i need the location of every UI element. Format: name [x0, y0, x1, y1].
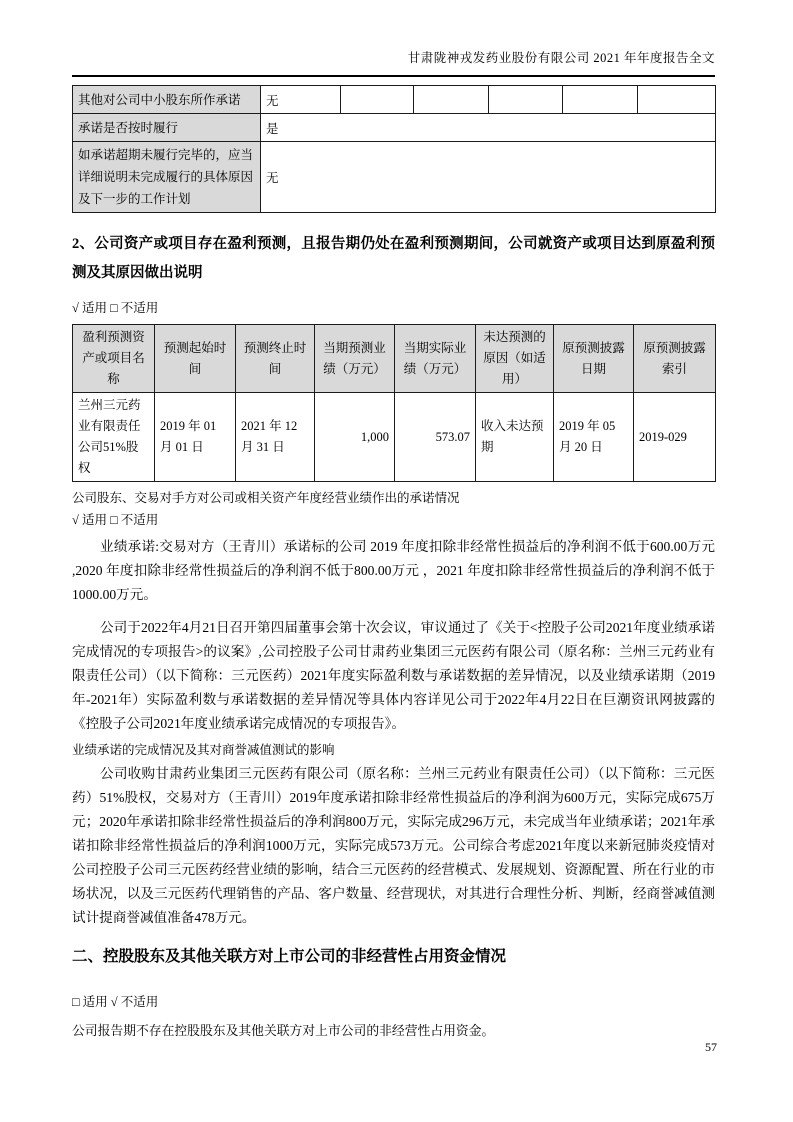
table-row — [73, 393, 716, 482]
cell-asset: 兰州三元药业有限责任公司51%股权 — [73, 393, 155, 482]
applicable-checkbox-line: √ 适用 □ 不适用 — [72, 513, 159, 527]
section-two-note: 公司报告期不存在控股股东及其他关联方对上市公司的非经营性占用资金。 — [72, 1024, 495, 1038]
page-header-title: 甘肃陇神戎发药业股份有限公司 2021 年年度报告全文 — [72, 0, 715, 77]
col-header-end: 预测终止时间 — [236, 325, 315, 393]
goodwill-impact-label: 业绩承诺的完成情况及其对商誉减值测试的影响 — [72, 743, 335, 757]
table-row — [73, 142, 716, 213]
col-header-actual: 当期实际业绩（万元） — [395, 325, 476, 393]
board-meeting-paragraph: 公司于2022年4月21日召开第四届董事会第十次会议，审议通过了《关于<控股子公司2021年度业绩承诺完成情况的专项报告>的议案》,公司控股子公司甘肃药业集团三元医药有限公司（原名称：兰州三元药业有限责任公司）（以下简称：三元医药）2021年度实际盈利数与承诺数据的差异情况，以及业绩承诺期（2019年-2021年）实际盈利数与承诺数据的差异情况等具体内容详见公司于2022年4月22日在巨潮资讯网披露的《控股子公司2021年度业绩承诺完成情况的专项报告》。 — [72, 620, 715, 731]
cell-actual-value: 573.07 — [395, 393, 476, 482]
col-header-disclosure-date: 原预测披露日期 — [554, 325, 634, 393]
section-two-heading: 二、控股股东及其他关联方对上市公司的非经营性占用资金情况 — [72, 948, 507, 965]
table-row — [73, 114, 716, 142]
commitment-table — [72, 85, 716, 213]
cell-end-date: 2021 年 12 月 31 日 — [236, 393, 315, 482]
section-2-heading: 2、公司资产或项目存在盈利预测，且报告期仍处在盈利预测期间，公司就资产或项目达到原盈利预测及其原因做出说明 — [72, 236, 715, 281]
empty-cell — [563, 86, 638, 114]
table-row — [73, 86, 716, 114]
commitment-status-label: 公司股东、交易对手方对公司或相关资产年度经营业绩作出的承诺情况 — [72, 491, 460, 505]
page-number: 57 — [705, 1040, 717, 1054]
commitment-row2-value: 是 — [261, 114, 716, 142]
empty-cell — [638, 86, 716, 114]
commitment-row1-value: 无 — [261, 86, 341, 114]
empty-cell — [341, 86, 414, 114]
cell-disclosure-date: 2019 年 05 月 20 日 — [554, 393, 634, 482]
table-header-row — [73, 325, 716, 393]
cell-disclosure-index: 2019-029 — [634, 393, 716, 482]
commitment-row1-label: 其他对公司中小股东所作承诺 — [73, 86, 261, 114]
commitment-row2-label: 承诺是否按时履行 — [73, 114, 261, 142]
performance-commitment-paragraph: 业绩承诺:交易对方（王青川）承诺标的公司 2019 年度扣除非经常性损益后的净利润不低于600.00万元 ,2020 年度扣除非经常性损益后的净利润不低于800.00万元 ，2021 年度扣除非经常性损益后的净利润不低于1000.00万元。 — [72, 539, 715, 602]
col-header-start: 预测起始时间 — [155, 325, 236, 393]
profit-forecast-table — [72, 324, 716, 482]
col-header-asset: 盈利预测资产或项目名称 — [73, 325, 155, 393]
applicable-checkbox-line: √ 适用 □ 不适用 — [72, 301, 159, 315]
empty-cell — [489, 86, 563, 114]
col-header-disclosure-index: 原预测披露索引 — [634, 325, 716, 393]
empty-cell — [414, 86, 489, 114]
cell-reason: 收入未达预期 — [476, 393, 554, 482]
cell-forecast-value: 1,000 — [315, 393, 395, 482]
applicable-checkbox-line: □ 适用 √ 不适用 — [72, 995, 159, 1009]
cell-start-date: 2019 年 01 月 01 日 — [155, 393, 236, 482]
page-content — [72, 0, 715, 1040]
col-header-forecast: 当期预测业绩（万元） — [315, 325, 395, 393]
commitment-row3-label: 如承诺超期未履行完毕的，应当详细说明未完成履行的具体原因及下一步的工作计划 — [73, 142, 261, 213]
commitment-row3-value: 无 — [261, 142, 716, 213]
goodwill-impairment-paragraph: 公司收购甘肃药业集团三元医药有限公司（原名称：兰州三元药业有限责任公司）（以下简称：三元医药）51%股权，交易对方（王青川）2019年度承诺扣除非经常性损益后的净利润为600万元，实际完成675万元；2020年承诺扣除非经常性损益后的净利润800万元，实际完成296万元，未完成当年业绩承诺；2021年承诺扣除非经常性损益后的净利润1000万元，实际完成573万元。公司综合考虑2021年度以来新冠肺炎疫情对公司控股子公司三元医药经营业绩的影响，结合三元医药的经营模式、发展规划、资源配置、所在行业的市场状况，以及三元医药代理销售的产品、客户数量、经营现状，对其进行合理性分析、判断，经商誉减值测试计提商誉减值准备478万元。 — [72, 766, 715, 925]
col-header-reason: 未达预测的原因（如适用） — [476, 325, 554, 393]
